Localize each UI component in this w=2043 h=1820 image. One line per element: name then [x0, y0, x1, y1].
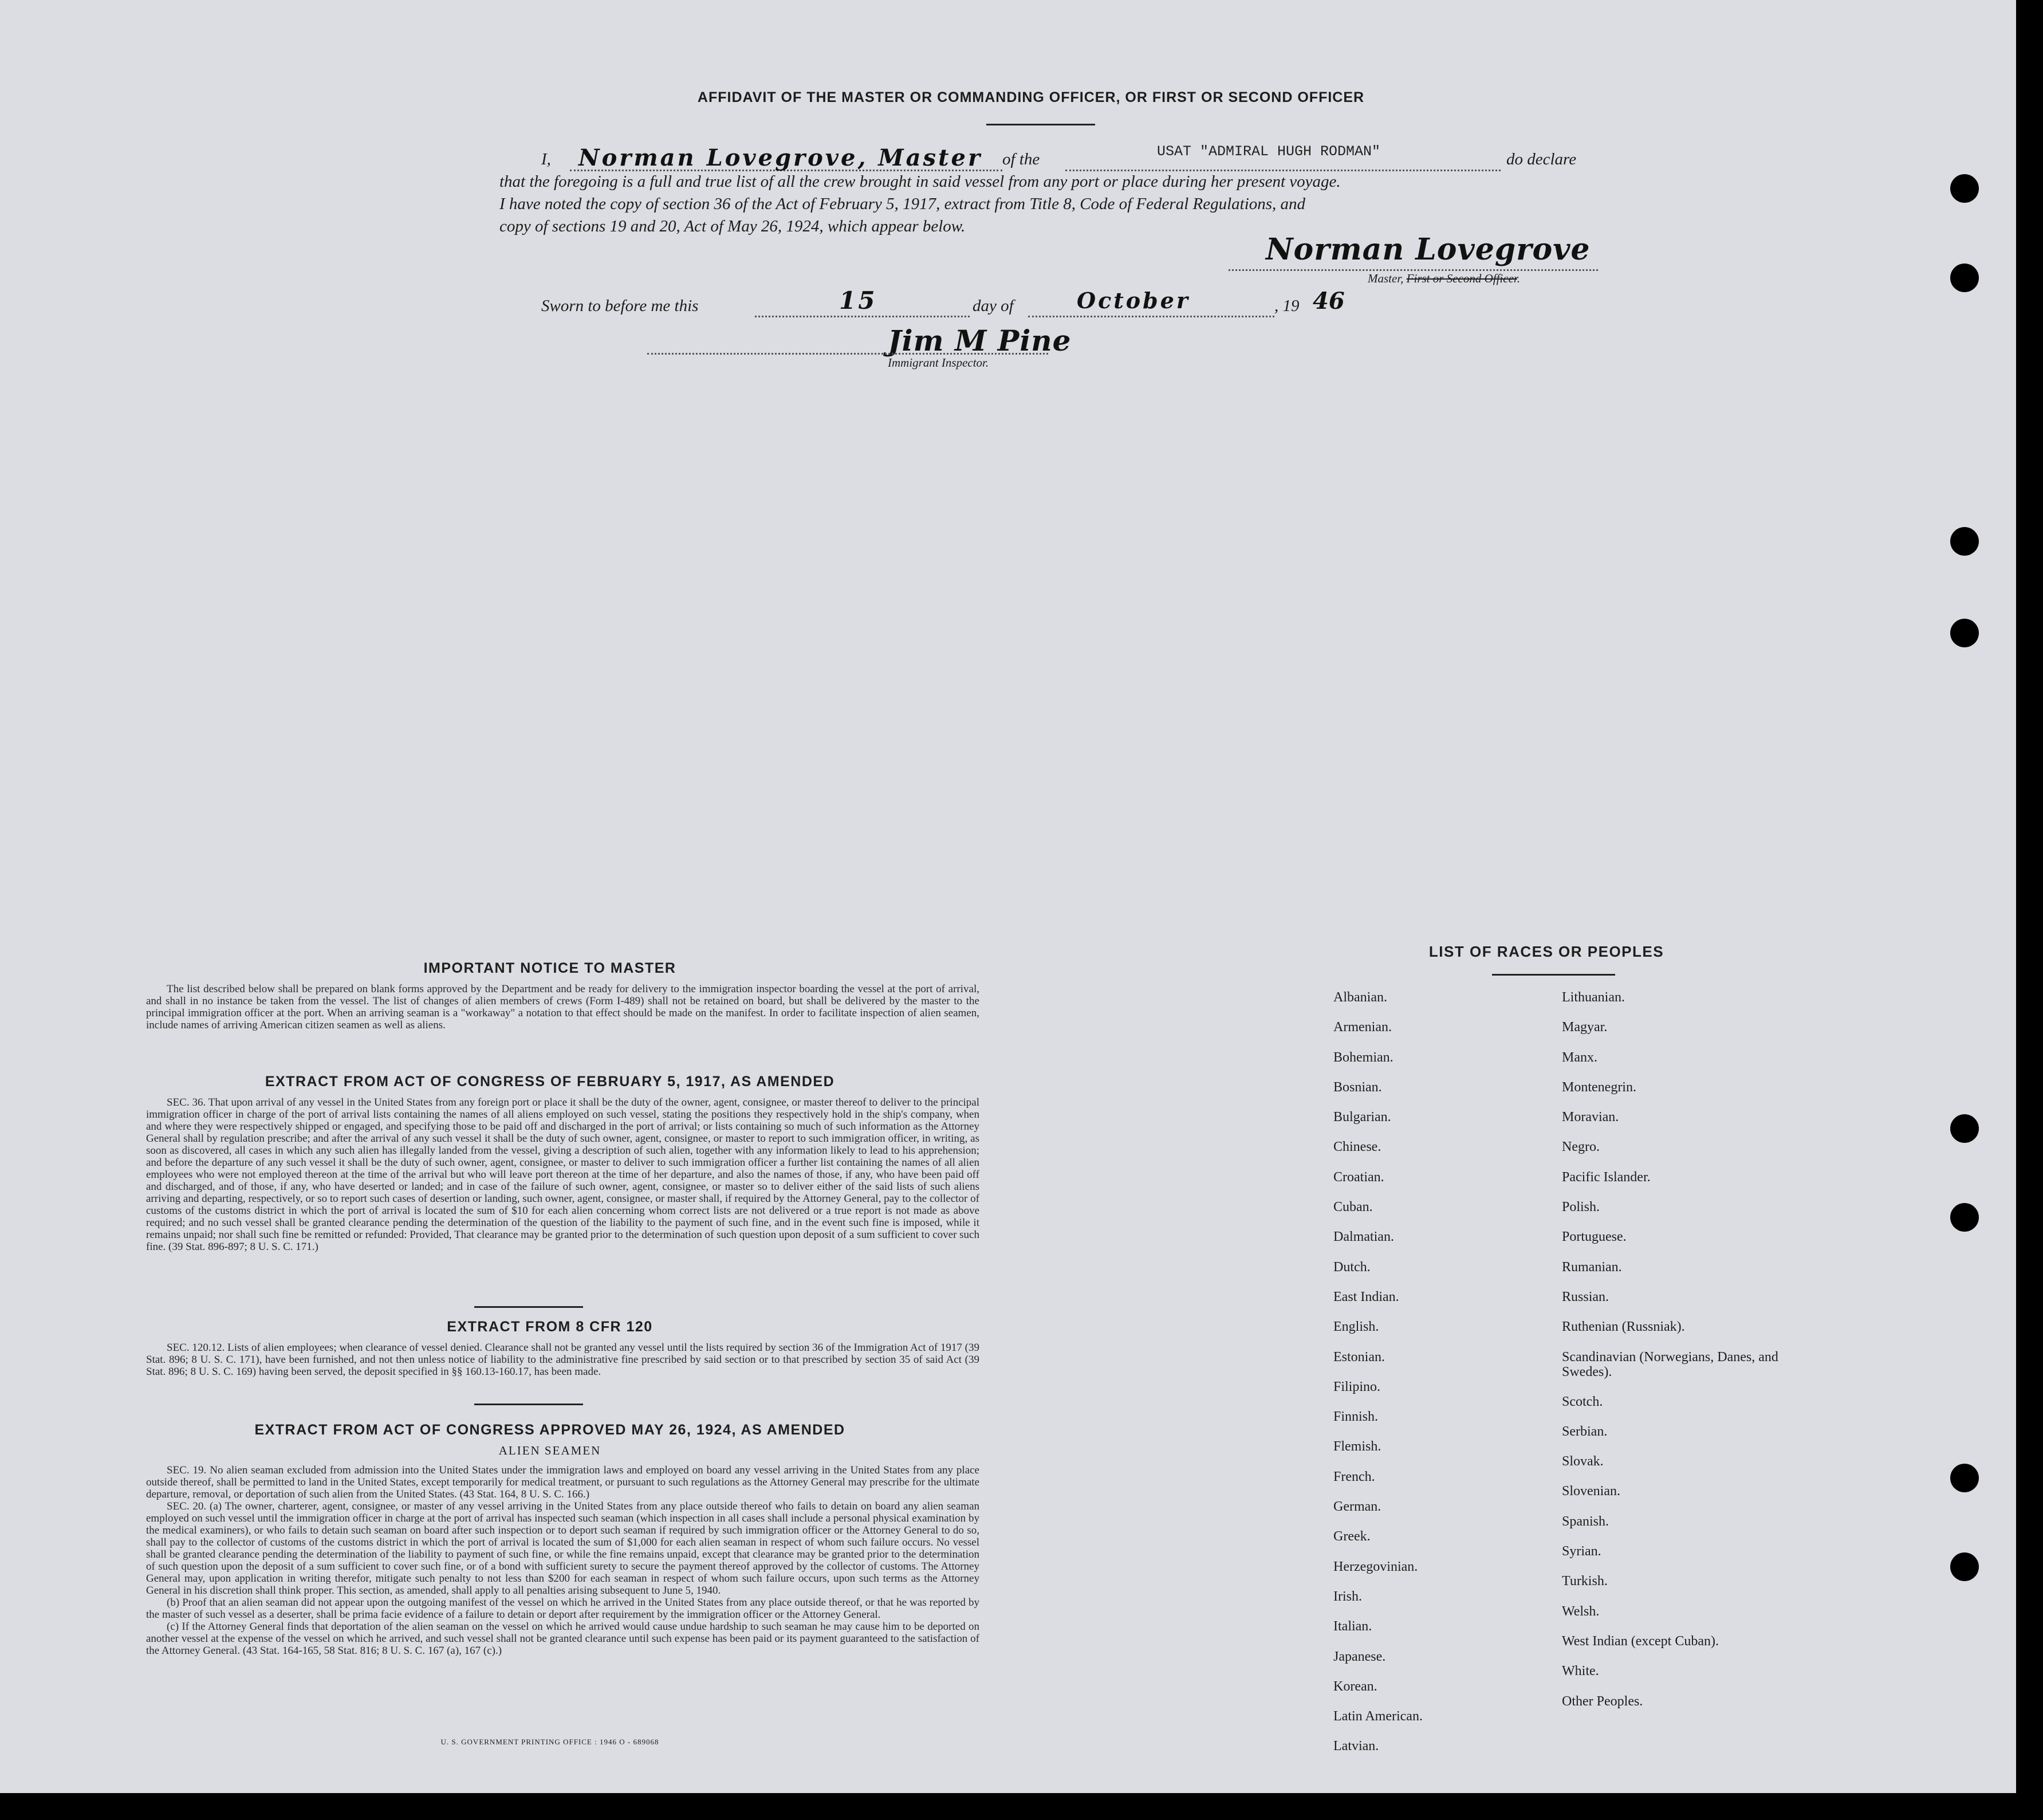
race-item: Spanish. — [1562, 1514, 1609, 1529]
do-declare-text: do declare — [1506, 150, 1577, 168]
vessel-name-typed: USAT "ADMIRAL HUGH RODMAN" — [1157, 143, 1381, 160]
sec-20b-paragraph: (b) Proof that an alien seaman did not appear upon the outgoing manifest of the vessel on which he arrived in the United States from any place outside thereof, or that he was reported by the master of such vessel as a deserter, shall be prima facie evidence of a failure to detain or deport after requirement by the immigration officer or the Attorney General. — [146, 1597, 979, 1621]
race-item: Cuban. — [1333, 1200, 1373, 1215]
inspector-signature: Jim M Pine — [888, 324, 1072, 357]
races-rule — [1492, 974, 1615, 976]
race-item: Serbian. — [1562, 1424, 1608, 1439]
race-item: Rumanian. — [1562, 1259, 1622, 1275]
declaration-line-2: that the foregoing is a full and true list of all the crew brought in said vessel from any port or place during her present voyage. — [499, 172, 1341, 191]
race-item: German. — [1333, 1499, 1381, 1515]
inspector-caption: Immigrant Inspector. — [888, 356, 989, 369]
sec-120-paragraph: SEC. 120.12. Lists of alien employees; when clearance of vessel denied. Clearance shall not be granted any vessel until the lists required by section 36 of the Immigration Act of 1917 (39 Stat. 896; 8 U. S. C. 171), have been furnished, and not then unless notice of liability to the administrative fine prescribed by said section or to that prescribed by section 35 of said Act (39 Stat. 896; 8 U. S. C. 169) having been served, the deposit specified in §§ 160.13-160.17, has been made. — [146, 1342, 979, 1378]
race-item: Estonian. — [1333, 1349, 1385, 1365]
race-item: Korean. — [1333, 1679, 1377, 1694]
race-item: West Indian (except Cuban). — [1562, 1633, 1719, 1649]
race-item: Scotch. — [1562, 1394, 1603, 1409]
race-item: Irish. — [1333, 1589, 1362, 1604]
races-column-2 — [1562, 990, 1780, 1724]
race-item: Magyar. — [1562, 1020, 1608, 1035]
struck-officer-caption: First or Second Officer — [1406, 272, 1517, 285]
punch-hole — [1950, 619, 1979, 647]
race-item: Dutch. — [1333, 1259, 1371, 1275]
extract-cfr-text — [146, 1342, 979, 1378]
sworn-month-line — [1028, 316, 1274, 317]
race-item: Dalmatian. — [1333, 1229, 1394, 1245]
signature-line — [1229, 269, 1598, 271]
race-item: Moravian. — [1562, 1110, 1619, 1125]
race-item: Manx. — [1562, 1049, 1597, 1065]
race-item: Albanian. — [1333, 990, 1387, 1005]
race-item: Latvian. — [1333, 1739, 1379, 1754]
race-item: Scandinavian (Norwegians, Danes, and Swedes). — [1562, 1349, 1778, 1379]
divider-1 — [474, 1306, 583, 1308]
race-item: Italian. — [1333, 1619, 1372, 1634]
notice-title: IMPORTANT NOTICE TO MASTER — [423, 960, 676, 976]
master-caption: Master, — [1368, 272, 1404, 285]
extract-1917-text — [146, 1096, 979, 1253]
day-of-text: day of — [973, 297, 1014, 315]
race-item: Bulgarian. — [1333, 1110, 1391, 1125]
race-item: Japanese. — [1333, 1649, 1386, 1664]
declaration-pronoun: I, — [541, 150, 551, 168]
affidavit-title: AFFIDAVIT OF THE MASTER OR COMMANDING OFFICER, OR FIRST OR SECOND OFFICER — [697, 89, 1365, 105]
sworn-day-line — [755, 316, 970, 317]
race-item: Slovenian. — [1562, 1484, 1620, 1499]
year-prefix: , 19 — [1274, 297, 1300, 315]
sec-19-paragraph: SEC. 19. No alien seaman excluded from admission into the United States under the immigration laws and employed on board any vessel arriving in the United States from any place outside thereof, shall be permitted to land in the United States, except temporarily for medical treatment, or pursuant to such regulations as the Attorney General may prescribe for the ultimate departure, removal, or deportation of such alien from the United States. (43 Stat. 164, 8 U. S. C. 166.) — [146, 1464, 979, 1500]
punch-hole — [1950, 527, 1979, 556]
race-item: Negro. — [1562, 1139, 1600, 1155]
race-item: Latin American. — [1333, 1709, 1423, 1724]
race-item: Russian. — [1562, 1289, 1609, 1304]
race-item: Greek. — [1333, 1529, 1371, 1544]
printer-imprint: U. S. GOVERNMENT PRINTING OFFICE : 1946 O - 689068 — [440, 1738, 659, 1746]
of-the-text: of the — [1002, 150, 1040, 168]
sworn-month-handwritten: October — [1077, 288, 1190, 313]
declaration-line-4: copy of sections 19 and 20, Act of May 26, 1924, which appear below. — [499, 217, 966, 235]
sec-20c-paragraph: (c) If the Attorney General finds that deportation of the alien seaman on the vessel on which he arrived would cause undue hardship to such seaman he may cause him to be deported on another vessel at the expense of the vessel on which he arrived, and such vessel shall not be granted clearance until such expense has been paid or its payment guaranteed to the satisfaction of the Attorney General. (43 Stat. 164-165, 58 Stat. 816; 8 U. S. C. 167 (a), 167 (c).) — [146, 1621, 979, 1657]
punch-hole — [1950, 264, 1979, 292]
title-rule — [986, 124, 1095, 125]
race-item: Filipino. — [1333, 1379, 1381, 1394]
race-item: White. — [1562, 1664, 1599, 1679]
race-item: Welsh. — [1562, 1603, 1600, 1619]
master-name-handwritten: Norman Lovegrove, Master — [578, 144, 983, 171]
race-item: Croatian. — [1333, 1169, 1384, 1185]
sworn-year-handwritten: 46 — [1313, 288, 1345, 315]
races-column-1 — [1333, 990, 1423, 1769]
sec-20a-paragraph: SEC. 20. (a) The owner, charterer, agent, consignee, or master of any vessel arriving in the United States from any place outside thereof who fails to detain on board any alien seaman employed on such vessel until the immigration officer in charge at the port of arrival has inspected such seaman (which inspection in all cases shall include a personal physical examination by the medical examiners), or who fails to detain such seaman on board after such inspection or to deport such seaman if required by such immigration officer or the Attorney General to do so, shall pay to the collector of customs of the customs district in which the port of arrival is located the sum of $1,000 for each alien seaman in respect of whom such failure occurs. No vessel shall be granted clearance pending the determination of the liability to payment of such fine, or while the fine remains unpaid, except that clearance may be granted prior to the determination of such question upon the deposit of a sum sufficient to cover such fine, or of a bond with sufficient surety to secure the payment thereof approved by the collector of customs. The Attorney General may, upon application in writing therefor, mitigate such penalty to not less than $200 for each seaman in respect of whom such failure occurs, upon such terms as the Attorney General in his discretion shall think proper. This section, as amended, shall apply to all penalties arising subsequent to June 5, 1940. — [146, 1500, 979, 1597]
race-item: English. — [1333, 1319, 1379, 1335]
extract-1917-title: EXTRACT FROM ACT OF CONGRESS OF FEBRUARY 5, 1917, AS AMENDED — [265, 1074, 835, 1090]
race-item: Finnish. — [1333, 1409, 1379, 1425]
sworn-day-handwritten: 15 — [839, 286, 877, 315]
race-item: Slovak. — [1562, 1454, 1604, 1469]
extract-1924-text — [146, 1464, 979, 1657]
punch-hole — [1950, 1114, 1979, 1143]
extract-cfr-title: EXTRACT FROM 8 CFR 120 — [447, 1319, 653, 1335]
signature-caption: Master, First or Second Officer. — [1368, 272, 1520, 285]
punch-hole — [1950, 1552, 1979, 1581]
race-item: Lithuanian. — [1562, 990, 1625, 1005]
race-item: Bosnian. — [1333, 1079, 1382, 1095]
race-item: Syrian. — [1562, 1544, 1601, 1559]
sworn-text: Sworn to before me this — [541, 297, 699, 315]
vessel-name-line — [1065, 170, 1501, 171]
extract-1924-title: EXTRACT FROM ACT OF CONGRESS APPROVED MAY 26, 1924, AS AMENDED — [254, 1422, 845, 1438]
master-signature: Norman Lovegrove — [1266, 232, 1591, 267]
notice-paragraph: The list described below shall be prepared on blank forms approved by the Department and be ready for delivery to the immigration inspector boarding the vessel at the port of arrival, and shall in no instance be taken from the vessel. The list of changes of alien members of crews (Form I-489) shall not be retained on board, but shall be delivered by the master to the principal immigration officer at the port. When an arriving seaman is a "workaway" a notation to that effect should be made on the manifest. In order to facilitate inspection of alien seamen, include names of arriving American citizen seamen as well as aliens. — [146, 983, 979, 1031]
race-item: Other Peoples. — [1562, 1693, 1643, 1709]
race-item: Chinese. — [1333, 1139, 1381, 1155]
race-item: Bohemian. — [1333, 1049, 1394, 1065]
sec-36-paragraph: SEC. 36. That upon arrival of any vessel in the United States from any foreign port or place it shall be the duty of the owner, agent, consignee, or master thereof to deliver to the principal immigration officer in charge of the port of arrival lists containing the names of all aliens employed on such vessel, stating the positions they respectively hold in the ship's company, when and where they were respectively shipped or engaged, and specifying those to be paid off and discharged in the port of arrival; or lists containing so much of such information as the Attorney General shall by regulation prescribe; and after the arrival of any such vessel it shall be the duty of such owner, agent, consignee, or master to report to such immigration officer, in writing, as soon as discovered, all cases in which any such alien has illegally landed from the vessel, giving a description of such alien, together with any information likely to lead to his apprehension; and before the departure of any such vessel it shall be the duty of such owner, agent, consignee, or master to deliver to such immigration officer a further list containing the names of all alien employees who were not employed thereon at the time of the arrival but who will leave port thereon at the time of her departure, and also the names of those, if any, who have been paid off and discharged, and of those, if any, who have deserted or landed; and in case of the failure of such owner, agent, consignee, or master so to deliver either of the said lists of such aliens arriving and departing, respectively, or so to report such cases of desertion or landing, such owner, agent, consignee, or master shall, if required by the Attorney General, pay to the collector of customs of the customs district in which the port of arrival is located the sum of $10 for each alien concerning whom correct lists are not delivered or a true report is not made as above required; and no such vessel shall be granted clearance pending the determination of the question of the liability to the payment of such fine, and in the event such fine is imposed, while it remains unpaid; nor shall such fine be remitted or refunded: Provided, That clearance may be granted prior to the determination of such question upon deposit of a sum sufficient to cover such fine. (39 Stat. 896-897; 8 U. S. C. 171.) — [146, 1096, 979, 1253]
punch-hole — [1950, 174, 1979, 203]
race-item: East Indian. — [1333, 1289, 1399, 1304]
declaration-line-3: I have noted the copy of section 36 of the Act of February 5, 1917, extract from Title 8, Code of Federal Regulations, and — [499, 195, 1306, 213]
races-title: LIST OF RACES OR PEOPLES — [1428, 943, 1664, 960]
race-item: Herzegovinian. — [1333, 1559, 1418, 1574]
punch-hole — [1950, 1464, 1979, 1492]
race-item: Polish. — [1562, 1200, 1600, 1215]
race-item: Portuguese. — [1562, 1229, 1627, 1245]
alien-seamen-subtitle: ALIEN SEAMEN — [498, 1444, 601, 1457]
notice-text — [146, 983, 979, 1031]
race-item: Turkish. — [1562, 1574, 1608, 1589]
race-item: Pacific Islander. — [1562, 1169, 1651, 1185]
race-item: Ruthenian (Russniak). — [1562, 1319, 1685, 1335]
race-item: Armenian. — [1333, 1020, 1392, 1035]
divider-2 — [474, 1404, 583, 1405]
race-item: French. — [1333, 1469, 1375, 1484]
punch-hole — [1950, 1203, 1979, 1232]
inspector-line — [647, 353, 1048, 355]
race-item: Montenegrin. — [1562, 1079, 1636, 1095]
race-item: Flemish. — [1333, 1439, 1381, 1455]
